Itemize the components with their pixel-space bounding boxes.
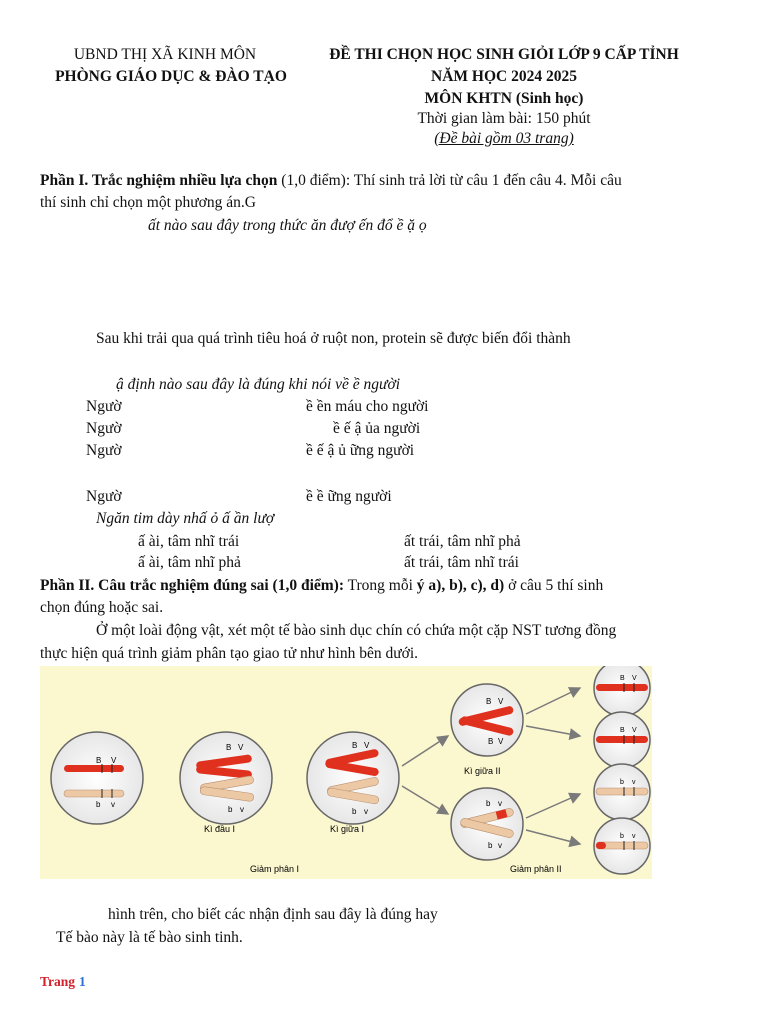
label-B3: B — [352, 741, 358, 750]
q3-option-d-right: ề ề ững người — [306, 488, 392, 505]
label-b5: b — [488, 841, 493, 850]
q4-option-b: ất trái, tâm nhĩ phả — [404, 533, 521, 550]
label-V5: V — [498, 737, 504, 746]
label-b4: b — [486, 799, 491, 808]
label-metaphase-2: Kì giữa II — [464, 766, 501, 776]
gamete-1 — [594, 666, 650, 716]
label-meiosis-1: Giảm phân I — [250, 864, 300, 874]
q3-option-c-left: Ngườ — [86, 442, 122, 459]
label-B6: B — [620, 675, 625, 682]
label-meiosis-2: Giảm phân II — [510, 864, 562, 874]
page-count-note: (Đề bài gồm 03 trang) — [434, 130, 574, 147]
part1-instruction: : Thí sinh trả lời từ câu 1 đến câu 4. Mỗi câu — [345, 172, 622, 189]
question-2: Sau khi trải qua quá trình tiêu hoá ở ruột non, protein sẽ được biến đổi thành — [96, 330, 571, 347]
header-left-line2: PHÒNG GIÁO DỤC & ĐÀO TẠO — [55, 68, 287, 85]
subject: MÔN KHTN (Sinh học) — [424, 90, 584, 107]
label-V1: V — [111, 756, 117, 765]
label-V7: V — [632, 727, 637, 734]
header-left-line1: UBND THỊ XÃ KINH MÔN — [73, 46, 257, 63]
gamete-3 — [594, 764, 650, 820]
cell-prophase-1 — [180, 732, 272, 834]
part1-instruction2: thí sinh chỉ chọn một phương án.G — [40, 194, 256, 211]
q3-option-a-left: Ngườ — [86, 398, 122, 415]
label-v6: v — [632, 779, 636, 786]
label-v4: v — [498, 799, 502, 808]
label-B7: B — [620, 727, 625, 734]
part2-instruction: Trong mỗi — [344, 577, 417, 594]
label-V6: V — [632, 675, 637, 682]
cell-metaphase-1 — [307, 732, 399, 834]
label-b2: b — [228, 805, 233, 814]
question-5-line2: thực hiện quá trình giảm phân tạo giao tử như hình bên dưới. — [40, 645, 418, 662]
time-limit: Thời gian làm bài: 150 phút — [417, 110, 591, 127]
q3-option-b-right: ề ế ậ ủa người — [333, 420, 421, 437]
label-v5: v — [498, 841, 502, 850]
label-v7: v — [632, 833, 636, 840]
question-5-line1: Ở một loài động vật, xét một tế bào sinh dục chín có chứa một cặp NST tương đồng — [96, 622, 617, 639]
question-4: Ngăn tim dày nhấ ỏ ấ ần lượ — [96, 510, 275, 527]
part2-instruction-end: ở câu 5 thí sinh — [504, 577, 604, 594]
footer-label: Trang — [40, 974, 76, 989]
meiosis-figure — [40, 666, 652, 879]
label-b1: b — [96, 800, 101, 809]
label-B2: B — [226, 743, 232, 752]
label-B4: B — [486, 697, 492, 706]
part1-points: (1,0 điểm) — [281, 172, 346, 189]
page-footer — [40, 973, 86, 991]
label-b3: b — [352, 807, 357, 816]
part1-title: Phần I. Trắc nghiệm nhiều lựa chọn — [40, 172, 278, 189]
question-5-prompt: hình trên, cho biết các nhận định sau đây là đúng hay — [108, 906, 438, 923]
q4-option-d: ất trái, tâm nhĩ trái — [404, 554, 519, 571]
question-3: ậ định nào sau đây là đúng khi nói về ề người — [116, 376, 401, 393]
q3-option-a-right: ề ền máu cho người — [306, 398, 429, 415]
gamete-4 — [594, 818, 650, 874]
part2-instruction2: chọn đúng hoặc sai. — [40, 599, 164, 616]
q3-option-d-left: Ngườ — [86, 488, 122, 505]
q3-option-c-right: ề ế ậ ủ ững người — [306, 442, 415, 459]
meiosis-diagram — [40, 666, 652, 879]
label-V2: V — [238, 743, 244, 752]
label-b6: b — [620, 779, 624, 786]
label-v3: v — [364, 807, 368, 816]
label-metaphase-1: Kì giữa I — [330, 824, 365, 834]
cell-initial — [51, 732, 143, 824]
q3-option-b-left: Ngườ — [86, 420, 122, 437]
label-b7: b — [620, 833, 624, 840]
school-year: NĂM HỌC 2024 2025 — [431, 68, 577, 85]
gamete-2 — [594, 712, 650, 768]
label-V4: V — [498, 697, 504, 706]
label-v2: v — [240, 805, 244, 814]
part1-heading — [40, 172, 622, 190]
label-V3: V — [364, 741, 370, 750]
page-number: 1 — [79, 974, 86, 989]
cell-metaphase-2-top — [451, 684, 523, 756]
statement-a: Tế bào này là tế bào sinh tinh. — [56, 929, 243, 946]
question-1: ất nào sau đây trong thức ăn đượ ến đổ ề ặ ọ — [148, 217, 427, 234]
exam-title: ĐỀ THI CHỌN HỌC SINH GIỎI LỚP 9 CẤP TỈNH — [329, 46, 679, 63]
q4-option-a: ấ ài, tâm nhĩ trái — [138, 533, 240, 550]
label-prophase-1: Kì đầu I — [204, 824, 236, 834]
label-B1: B — [96, 756, 102, 765]
label-v1: v — [111, 800, 115, 809]
q4-option-c: ấ ài, tâm nhĩ phả — [138, 554, 241, 571]
part2-emphasis: ý a), b), c), d) — [416, 577, 505, 594]
part2-heading — [40, 577, 603, 595]
part2-title: Phần II. Câu trắc nghiệm đúng sai (1,0 điểm): — [40, 577, 344, 594]
label-B5: B — [488, 737, 494, 746]
cell-metaphase-2-bottom — [451, 788, 523, 860]
